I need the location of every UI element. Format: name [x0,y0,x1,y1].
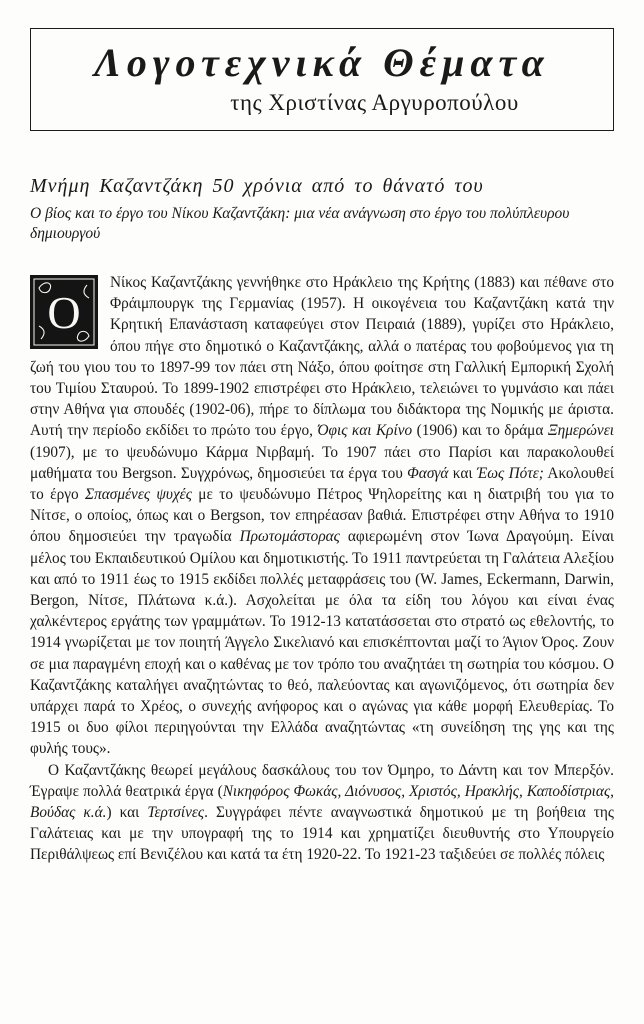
paragraph [30,272,614,760]
text-run: Σπασμένες ψυχές [85,486,192,504]
text-run: Νίκος Καζαντζάκης γεννήθηκε στο Ηράκλειο της Κρήτης (1883) και πέθανε στο Φράιμπουργκ της Γερμανίας (1957). Η οικογένεια του Καζαντζάκη κατά την Κρητική Επανάσταση καταφεύγει στον Πειραιά (1889), γυρίζει στο Ηράκλειο, όπου πήγε στο δημοτικό ο Καζαντζάκης, αλλά ο πατέρας του φοβούμενος για τη ζωή του γιου του το 1897-99 τον πάει στη Νάξο, όπου φοίτησε στη Γαλλική Εμπορική Σχολή του Τιμίου Σταυρού. Το 1899-1902 επιστρέφει στο Ηράκλειο, τελειώνει το γυμνάσιο και πάει στην Αθήνα για σπουδές (1902-06), πήρε το δίπλωμα του διδάκτορα της Νομικής με άριστα. Αυτή την περίοδο εκδίδει το πρώτο του έργο, [30,274,614,440]
text-run: αφιερωμένη στον Ίωνα Δραγούμη. Είναι μέλος του Εκπαιδευτικού Ομίλου και δημοτικιστής. Το 1911 παντρεύεται τη Γαλάτεια Αλεξίου και από το 1911 έως το 1915 εκδίδει πολλές μεταφράσεις του (W. James, Eckermann, Darwin, Bergon, Νίτσε, Πλάτωνα κ.ά.). Ασχολείται με όλα τα είδη του λόγου και είναι ένας χαλκέντερος εργάτης των γραμμάτων. Το 1912-13 κατατάσσεται στο στρατό ως εθελοντής, το 1914 γνωρίζεται με τον ποιητή Άγγελο Σικελιανό και επισκέπτονται μαζί το Άγιον Όρος. Ζουν σε μια παραγμένη εποχή και ο καθένας με τον τρόπο του αναζητάει τη σωτηρία του κόσμου. Ο Καζαντζάκης καταλήγει αναζητώντας το θεό, παλεύοντας και αγωνιζόμενος, ότι σωτηρία δεν υπάρχει παρά το Χρέος, ο συνεχής ανήφορος και ο αγώνας για κάθε μορφή Ελευθερίας. Το 1915 οι δυο φίλοι περιηγούνται την Ελλάδα αναζητώντας «τη συνείδηση της γης και της φυλής τους». [30,528,614,758]
text-run: Τερτσίνες [147,804,205,822]
dropcap-initial [30,275,98,349]
text-run: και [448,464,477,482]
article-title: Μνήμη Καζαντζάκη 50 χρόνια από το θάνατό του [30,175,484,197]
text-run: Πρωτομάστορας [239,528,340,546]
article-subtitle: Ο βίος και το έργο του Νίκου Καζαντζάκη: μια νέα ανάγνωση στο έργο του πολύπλευρου δημιουργού [30,205,570,242]
text-run: Νικηφόρος Φωκάς, Διόνυσος, Χριστός, Ηρακλής, Καποδίστριας, Βούδας κ.ά. [30,782,614,822]
magazine-byline: της Χριστίνας Αργυροπούλου [230,90,519,115]
article [30,175,614,866]
text-run: Έως Πότε; [476,464,544,482]
text-run: (1906) και το δράμα [412,422,548,440]
paragraph [30,760,614,866]
text-run: Ο Καζαντζάκης θεωρεί μεγάλους δασκάλους του τον Όμηρο, το Δάντη και τον Μπερξόν. Έγραψε πολλά θεατρικά έργα ( [30,761,614,800]
text-run: Ξημερώνει [547,422,614,440]
text-run: Ακολουθεί το έργο [30,464,614,504]
text-run: . Συγγράφει πέντε αναγνωστικά δημοτικού με τη βοήθεια της Γαλάτειας και με την υπογραφή της το 1914 και χρηματίζει διευθυντής στο Υπουργείο Περιθάλψεως επί Βενιζέλου και κατά τα έτη 1920-22. Το 1921-23 ταξιδεύει σε πολλές πόλεις [30,804,614,864]
magazine-title: Λογοτεχνικά Θέματα [94,40,550,85]
article-body [30,272,614,866]
text-run: Όφις και Κρίνο [317,422,413,440]
dropcap-letter: Ο [47,287,81,338]
masthead [30,28,614,131]
ornate-initial-o-icon [30,275,98,349]
paragraph-text [30,274,614,757]
text-run: Φασγά [407,464,449,482]
text-run: ) και [106,804,148,822]
text-run: με το ψευδώνυμο Πέτρος Ψηλορείτης και η διατριβή του για το Νίτσε, ο οποίος, όπως και ο Bergson, τον επηρέασαν βαθιά. Επιστρέφει στην Αθήνα το 1910 όπου δημοσιεύει την τραγωδία [30,486,614,546]
text-run: (1907), με το ψευδώνυμο Κάρμα Νιρβαμή. Το 1907 πάει στο Παρίσι και παρακολουθεί μαθήματα του Bergson. Συγχρόνως, δημοσιεύει τα έργα του [30,443,614,482]
